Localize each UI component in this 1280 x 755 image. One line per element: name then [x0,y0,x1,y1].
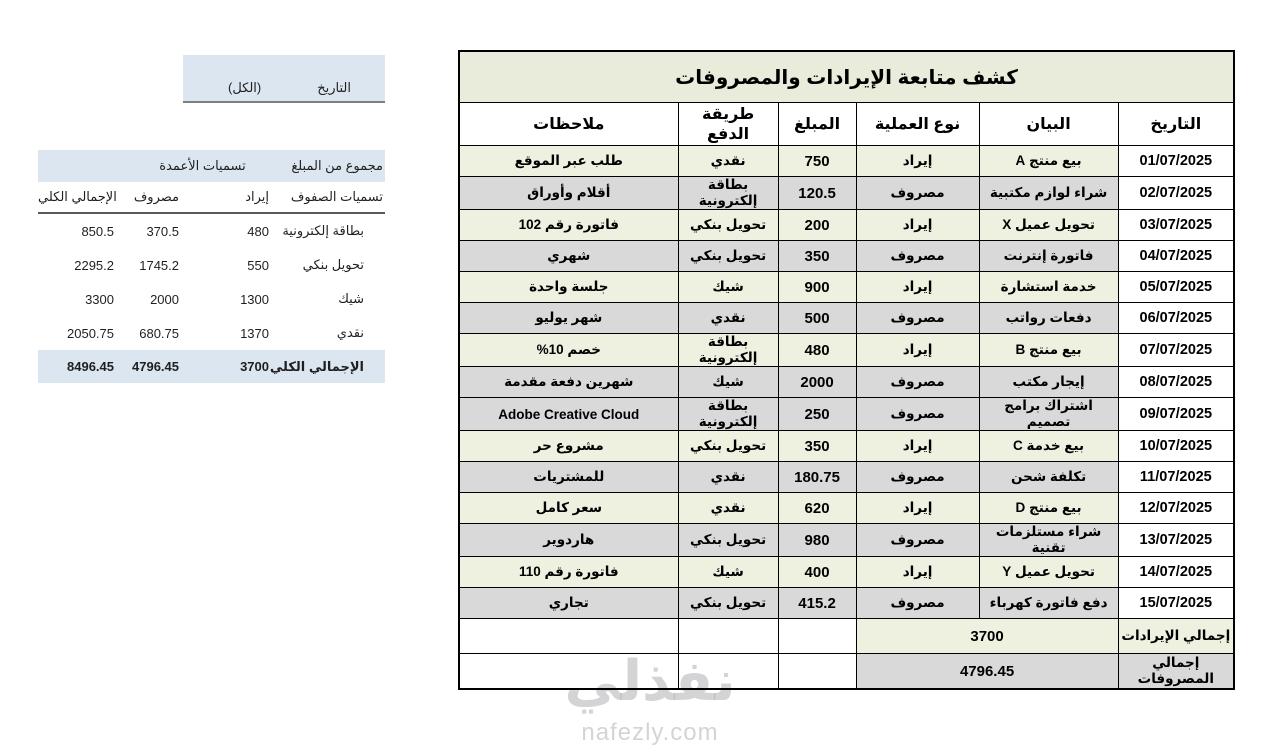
table-row [459,398,1234,431]
pivot-income-value[interactable]: 1300 [240,291,269,307]
total-income-row [459,619,1234,654]
pivot-body [38,214,385,350]
table-row [459,367,1234,398]
empty-cell[interactable] [459,654,678,690]
pivot-total-value[interactable]: 2295.2 [74,257,114,273]
pivot-data-row [38,282,385,316]
cell-payment-method[interactable]: شيك [678,557,778,588]
total-expense-row [459,654,1234,690]
statement-table [458,50,1235,690]
cell-payment-method[interactable]: تحويل بنكي [678,431,778,462]
table-row [459,588,1234,619]
column-header-payment[interactable]: طريقة الدفع [678,103,778,146]
cell-description[interactable]: بيع منتج A [979,146,1118,177]
cell-description[interactable]: خدمة استشارة [979,272,1118,303]
cell-amount[interactable]: 500 [778,303,856,334]
cell-amount[interactable]: 180.75 [778,462,856,493]
cell-date[interactable]: 07/07/2025 [1118,334,1234,367]
cell-notes[interactable]: طلب عبر الموقع [459,146,678,177]
cell-description[interactable]: فاتورة إنترنت [979,241,1118,272]
cell-payment-method[interactable]: بطاقة إلكترونية [678,398,778,431]
pivot-total-value[interactable]: 2050.75 [67,325,114,341]
cell-date[interactable]: 02/07/2025 [1118,177,1234,210]
cell-amount[interactable]: 620 [778,493,856,524]
cell-description[interactable]: دفعات رواتب [979,303,1118,334]
cell-payment-method[interactable]: نقدي [678,146,778,177]
cell-description[interactable]: شراء مستلزمات تقنية [979,524,1118,557]
empty-cell[interactable] [678,654,778,690]
table-row [459,524,1234,557]
cell-date[interactable]: 11/07/2025 [1118,462,1234,493]
pivot-data-row [38,248,385,282]
pivot-income-value[interactable]: 550 [247,257,269,273]
cell-operation-type[interactable]: إيراد [856,493,979,524]
statement-body [459,146,1234,619]
total-expense-label[interactable]: إجمالي المصروفات [1118,654,1234,690]
cell-date[interactable]: 04/07/2025 [1118,241,1234,272]
cell-payment-method[interactable]: شيك [678,272,778,303]
cell-notes[interactable]: مشروع حر [459,431,678,462]
cell-payment-method[interactable]: تحويل بنكي [678,524,778,557]
column-header-amount[interactable]: المبلغ [778,103,856,146]
table-row [459,557,1234,588]
cell-operation-type[interactable]: مصروف [856,241,979,272]
cell-notes[interactable]: سعر كامل [459,493,678,524]
pivot-value-header[interactable]: مجموع من المبلغ [291,158,383,173]
cell-payment-method[interactable]: تحويل بنكي [678,588,778,619]
cell-amount[interactable]: 200 [778,210,856,241]
empty-cell[interactable] [459,619,678,654]
filter-field-label: التاريخ [317,80,351,95]
header-row [459,103,1234,146]
cell-notes[interactable]: فاتورة رقم 110 [459,557,678,588]
pivot-total-value[interactable]: 3300 [85,291,114,307]
table-row [459,493,1234,524]
cell-notes[interactable]: تجاري [459,588,678,619]
cell-operation-type[interactable]: إيراد [856,334,979,367]
pivot-income-value[interactable]: 1370 [240,325,269,341]
cell-amount[interactable]: 350 [778,431,856,462]
pivot-row-label[interactable]: شيك [338,291,364,306]
table-title: كشف متابعة الإيرادات والمصروفات [459,51,1234,103]
cell-notes[interactable]: خصم 10% [459,334,678,367]
pivot-table [38,150,385,383]
cell-operation-type[interactable]: مصروف [856,177,979,210]
cell-amount[interactable]: 750 [778,146,856,177]
cell-date[interactable]: 13/07/2025 [1118,524,1234,557]
pivot-expense-value[interactable]: 370.5 [146,223,179,239]
pivot-data-row [38,316,385,350]
cell-notes[interactable]: شهري [459,241,678,272]
total-income-value[interactable]: 3700 [856,619,1118,654]
cell-description[interactable]: اشتراك برامج تصميم [979,398,1118,431]
pivot-grand-total[interactable]: 8496.45 [67,359,114,374]
cell-description[interactable]: شراء لوازم مكتبية [979,177,1118,210]
table-row [459,241,1234,272]
pivot-header-row-1 [38,150,385,182]
cell-amount[interactable]: 415.2 [778,588,856,619]
cell-date[interactable]: 05/07/2025 [1118,272,1234,303]
cell-amount[interactable]: 480 [778,334,856,367]
cell-date[interactable]: 09/07/2025 [1118,398,1234,431]
cell-operation-type[interactable]: مصروف [856,524,979,557]
cell-description[interactable]: تحويل عميل X [979,210,1118,241]
cell-notes[interactable]: للمشتريات [459,462,678,493]
empty-cell[interactable] [778,654,856,690]
cell-operation-type[interactable]: إيراد [856,272,979,303]
cell-date[interactable]: 12/07/2025 [1118,493,1234,524]
cell-payment-method[interactable]: تحويل بنكي [678,241,778,272]
pivot-col-header-expense[interactable]: مصروف [133,189,179,204]
cell-notes[interactable]: Adobe Creative Cloud [459,398,678,431]
cell-payment-method[interactable]: تحويل بنكي [678,210,778,241]
cell-description[interactable]: بيع منتج D [979,493,1118,524]
pivot-grand-expense[interactable]: 4796.45 [132,359,179,374]
pivot-expense-value[interactable]: 2000 [150,291,179,307]
cell-date[interactable]: 08/07/2025 [1118,367,1234,398]
cell-operation-type[interactable]: مصروف [856,303,979,334]
cell-description[interactable]: دفع فاتورة كهرباء [979,588,1118,619]
pivot-col-header-income[interactable]: إيراد [245,189,269,204]
pivot-total-value[interactable]: 850.5 [81,223,114,239]
pivot-col-header-grand-total[interactable]: الإجمالي الكلي [38,189,117,204]
cell-amount[interactable]: 250 [778,398,856,431]
cell-notes[interactable]: شهرين دفعة مقدمة [459,367,678,398]
cell-payment-method[interactable]: نقدي [678,462,778,493]
cell-amount[interactable]: 120.5 [778,177,856,210]
pivot-row-labels-header[interactable]: تسميات الصفوف [290,189,383,204]
cell-operation-type[interactable]: إيراد [856,431,979,462]
cell-notes[interactable]: جلسة واحدة [459,272,678,303]
cell-operation-type[interactable]: مصروف [856,462,979,493]
cell-payment-method[interactable]: بطاقة إلكترونية [678,177,778,210]
table-row [459,462,1234,493]
table-row [459,334,1234,367]
cell-date[interactable]: 06/07/2025 [1118,303,1234,334]
pivot-column-labels-header[interactable]: تسميات الأعمدة [159,158,246,173]
pivot-date-filter[interactable] [183,55,385,103]
pivot-grand-income[interactable]: 3700 [240,359,269,374]
pivot-grand-total-row [38,350,385,383]
cell-description[interactable]: تكلفة شحن [979,462,1118,493]
total-expense-value[interactable]: 4796.45 [856,654,1118,690]
pivot-grand-total-label[interactable]: الإجمالي الكلي [269,358,364,374]
pivot-row-label[interactable]: بطاقة إلكترونية [282,223,364,238]
watermark-site-url: nafezly.com [581,719,719,746]
cell-amount[interactable]: 2000 [778,367,856,398]
cell-date[interactable]: 03/07/2025 [1118,210,1234,241]
cell-date[interactable]: 01/07/2025 [1118,146,1234,177]
cell-amount[interactable]: 400 [778,557,856,588]
table-row [459,303,1234,334]
cell-date[interactable]: 15/07/2025 [1118,588,1234,619]
cell-description[interactable]: بيع منتج B [979,334,1118,367]
cell-operation-type[interactable]: إيراد [856,210,979,241]
cell-description[interactable]: إيجار مكتب [979,367,1118,398]
cell-operation-type[interactable]: إيراد [856,557,979,588]
pivot-expense-value[interactable]: 680.75 [139,325,179,341]
pivot-row-label[interactable]: نقدي [336,325,364,340]
column-header-type[interactable]: نوع العملية [856,103,979,146]
cell-description[interactable]: تحويل عميل Y [979,557,1118,588]
cell-payment-method[interactable]: شيك [678,367,778,398]
column-header-desc[interactable]: البيان [979,103,1118,146]
pivot-data-row [38,214,385,248]
cell-date[interactable]: 10/07/2025 [1118,431,1234,462]
pivot-income-value[interactable]: 480 [247,223,269,239]
empty-cell[interactable] [778,619,856,654]
filter-selected-value[interactable]: (الكل) [227,80,262,95]
cell-notes[interactable]: هاردوير [459,524,678,557]
cell-notes[interactable]: أقلام وأوراق [459,177,678,210]
cell-notes[interactable]: شهر يوليو [459,303,678,334]
watermark-logo: نفذلي [564,649,736,712]
column-header-notes[interactable]: ملاحظات [459,103,678,146]
cell-operation-type[interactable]: إيراد [856,146,979,177]
table-row [459,177,1234,210]
cell-payment-method[interactable]: نقدي [678,303,778,334]
cell-notes[interactable]: فاتورة رقم 102 [459,210,678,241]
cell-operation-type[interactable]: مصروف [856,398,979,431]
cell-description[interactable]: بيع خدمة C [979,431,1118,462]
empty-cell[interactable] [678,619,778,654]
cell-amount[interactable]: 980 [778,524,856,557]
cell-operation-type[interactable]: مصروف [856,367,979,398]
cell-amount[interactable]: 900 [778,272,856,303]
table-row [459,431,1234,462]
total-income-label[interactable]: إجمالي الإيرادات [1118,619,1234,654]
title-row [459,51,1234,103]
table-row [459,210,1234,241]
cell-amount[interactable]: 350 [778,241,856,272]
cell-payment-method[interactable]: بطاقة إلكترونية [678,334,778,367]
cell-operation-type[interactable]: مصروف [856,588,979,619]
pivot-expense-value[interactable]: 1745.2 [139,257,179,273]
cell-payment-method[interactable]: نقدي [678,493,778,524]
column-header-date[interactable]: التاريخ [1118,103,1234,146]
table-row [459,146,1234,177]
pivot-row-label[interactable]: تحويل بنكي [302,257,364,272]
cell-date[interactable]: 14/07/2025 [1118,557,1234,588]
pivot-header-row-2 [38,182,385,214]
table-row [459,272,1234,303]
